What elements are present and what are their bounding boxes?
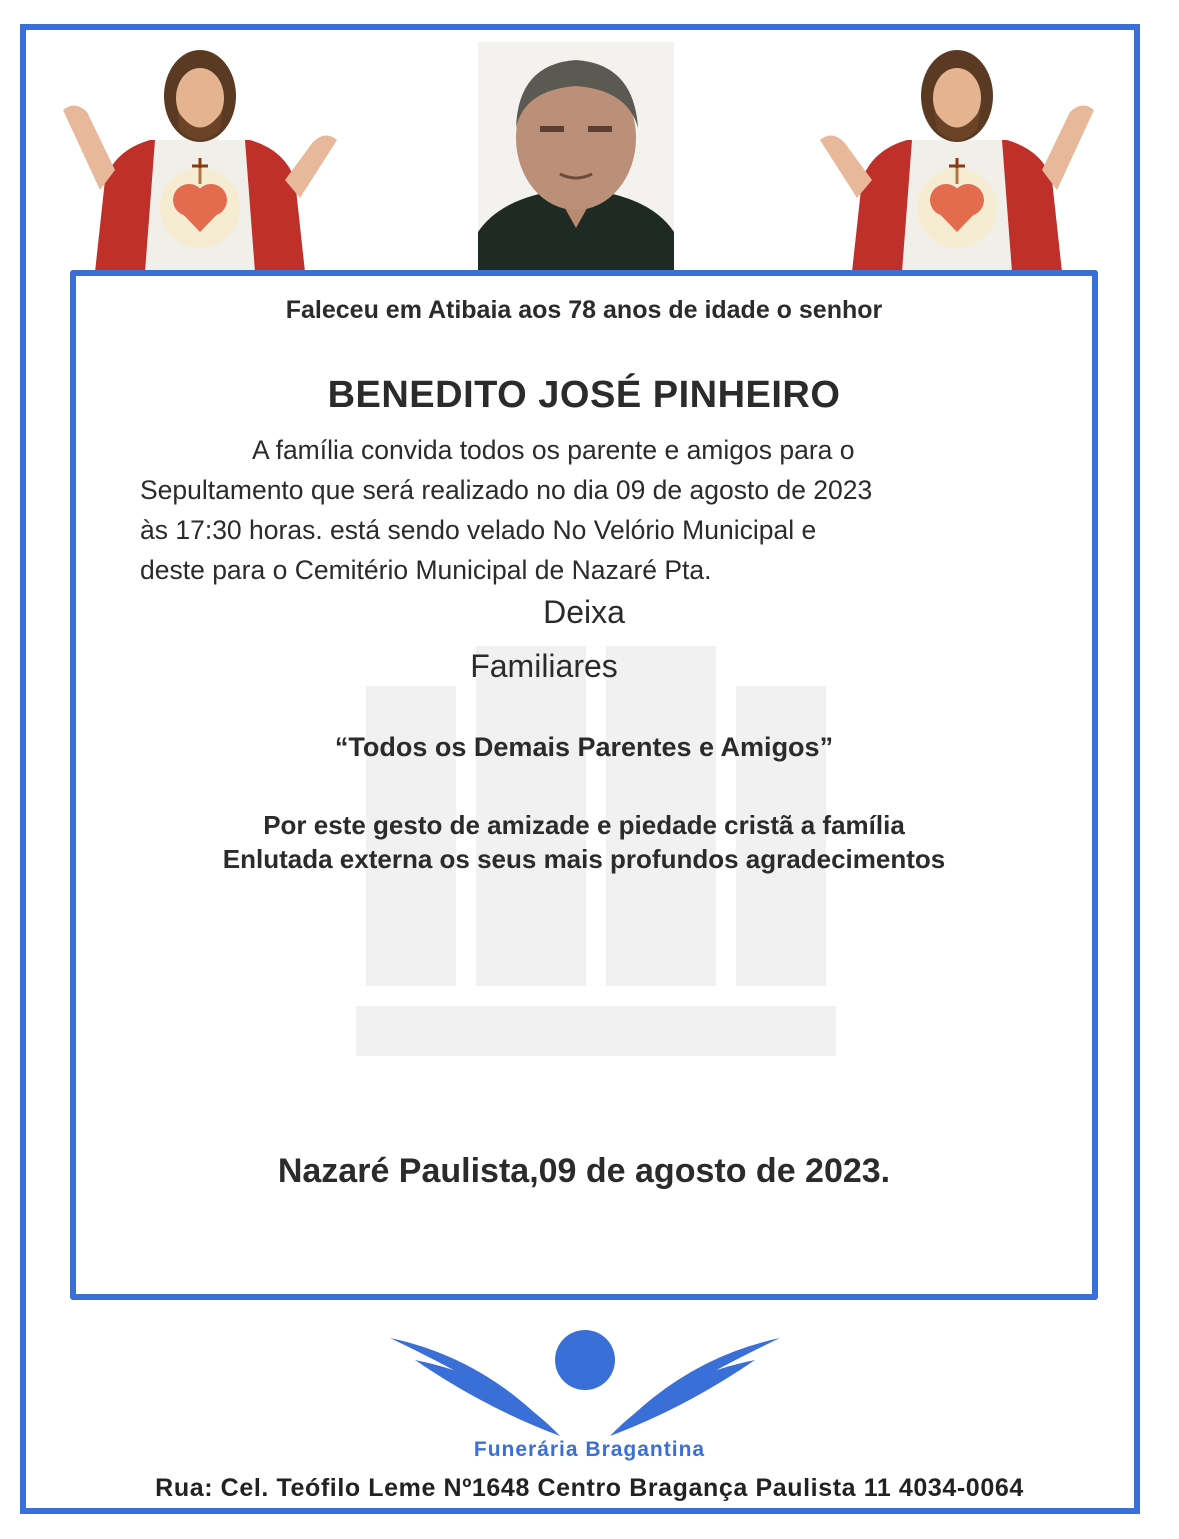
sacred-heart-jesus-image-left (55, 40, 345, 272)
notice-panel (70, 270, 1098, 1300)
thanks-message (76, 808, 1092, 876)
leaves-label: Deixa (543, 594, 625, 630)
thanks-line: Enlutada externa os seus mais profundos agradecimentos (222, 844, 946, 874)
funeral-details (140, 430, 1020, 590)
thanks-line: Por este gesto de amizade e piedade cristã a família (263, 810, 905, 840)
sacred-heart-jesus-image-right (812, 40, 1102, 272)
funeral-details-line: às 17:30 horas. está sendo velado No Velório Municipal e (140, 515, 817, 545)
funeral-details-line: deste para o Cemitério Municipal de Nazaré Pta. (140, 555, 712, 585)
funeral-home-logo-icon (385, 1318, 785, 1438)
funeral-home-name: Funerária Bragantina (473, 1438, 706, 1461)
funeral-details-line: A família convida todos os parente e amigos para o (252, 435, 855, 465)
funeral-details-line: Sepultamento que será realizado no dia 09 de agosto de 2023 (140, 475, 873, 505)
deceased-name: BENEDITO JOSÉ PINHEIRO (327, 374, 841, 416)
leaves-value: Familiares (470, 648, 618, 684)
death-announcement-intro: Faleceu em Atibaia aos 78 anos de idade o senhor (285, 296, 883, 324)
funeral-home-address: Rua: Cel. Teófilo Leme Nº1648 Centro Bragança Paulista 11 4034-0064 (155, 1474, 1024, 1502)
deceased-portrait-photo (478, 42, 674, 272)
family-quote: “Todos os Demais Parentes e Amigos” (334, 732, 834, 762)
notice-date: Nazaré Paulista,09 de agosto de 2023. (277, 1152, 891, 1190)
